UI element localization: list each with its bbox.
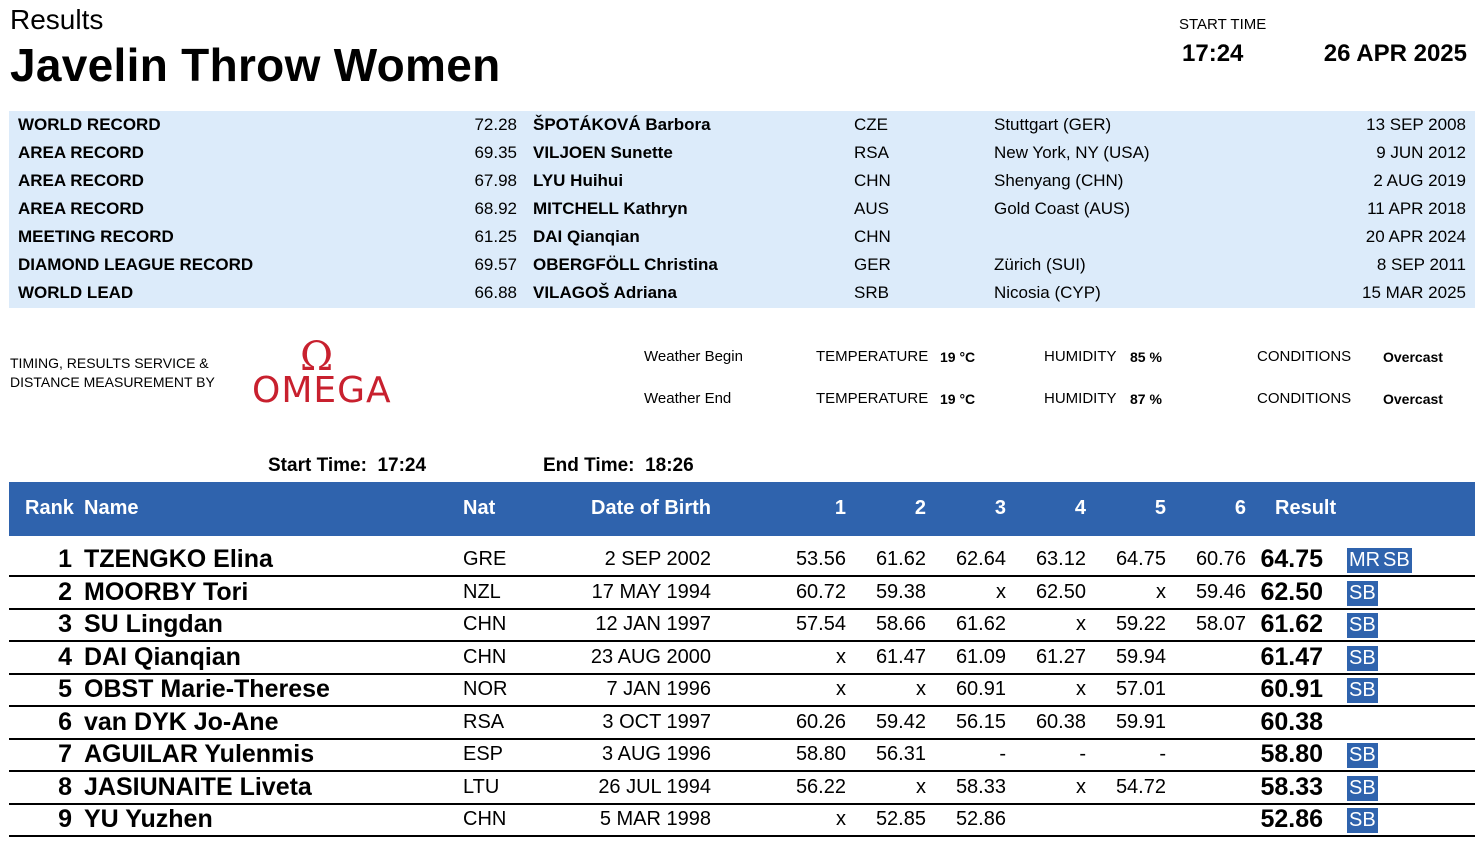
- record-athlete: MITCHELL Kathryn: [533, 199, 688, 218]
- athlete-dob: 3 OCT 1997: [602, 711, 711, 733]
- record-nat: SRB: [854, 283, 889, 302]
- weather-end-temp: 19 °C: [940, 391, 976, 407]
- record-mark: 68.92: [474, 199, 517, 218]
- attempt-1: x: [836, 808, 846, 830]
- record-date: 13 SEP 2008: [1366, 115, 1466, 134]
- attempt-3: 62.64: [955, 548, 1006, 570]
- weather-begin-hum-label: HUMIDITY: [1044, 348, 1117, 365]
- attempt-4: 60.38: [1035, 711, 1086, 733]
- col-attempt-4: 4: [1074, 497, 1086, 519]
- table-row: [9, 673, 1475, 707]
- record-row: [9, 279, 1475, 307]
- attempt-3: x: [996, 581, 1006, 603]
- col-nat: Nat: [463, 497, 496, 519]
- weather-end-temp-label: TEMPERATURE: [816, 390, 929, 407]
- attempt-5: 59.22: [1115, 613, 1166, 635]
- record-athlete: OBERGFÖLL Christina: [533, 255, 718, 274]
- attempt-1: 56.22: [795, 776, 846, 798]
- weather-end-label: Weather End: [644, 390, 732, 407]
- record-badge: SB: [1349, 679, 1376, 701]
- athlete-rank: 8: [58, 773, 72, 801]
- record-nat: RSA: [854, 143, 889, 162]
- athlete-dob: 5 MAR 1998: [599, 808, 711, 830]
- record-name: MEETING RECORD: [18, 227, 174, 246]
- record-badge: SB: [1349, 582, 1376, 604]
- record-badge: SB: [1349, 744, 1376, 766]
- record-badge: SB: [1349, 777, 1376, 799]
- athlete-nat: LTU: [463, 776, 500, 798]
- attempt-5: -: [1159, 743, 1166, 765]
- timing-credit: [10, 354, 240, 392]
- athlete-dob: 3 AUG 1996: [602, 743, 711, 765]
- athlete-name: OBST Marie-Therese: [84, 675, 330, 703]
- session-start: [268, 455, 426, 477]
- col-rank: Rank: [25, 497, 74, 519]
- record-date: 20 APR 2024: [1365, 227, 1466, 246]
- record-venue: Shenyang (CHN): [994, 171, 1124, 190]
- attempt-2: 58.66: [875, 613, 926, 635]
- col-attempt-5: 5: [1154, 497, 1166, 519]
- record-nat: CZE: [854, 115, 888, 134]
- weather-end-cond-label: CONDITIONS: [1257, 390, 1352, 407]
- record-badge: MR: [1349, 549, 1381, 571]
- attempt-6: 58.07: [1195, 613, 1246, 635]
- weather-begin-temp: 19 °C: [940, 349, 976, 365]
- attempt-4: -: [1079, 743, 1086, 765]
- session-end-value: 18:26: [645, 455, 694, 476]
- col-result: Result: [1275, 497, 1337, 519]
- athlete-rank: 4: [58, 643, 72, 671]
- athlete-name: van DYK Jo-Ane: [84, 708, 279, 736]
- attempt-2: 59.38: [875, 581, 926, 603]
- athlete-dob: 7 JAN 1996: [606, 678, 711, 700]
- record-badge: SB: [1349, 614, 1376, 636]
- attempt-1: x: [836, 646, 846, 668]
- attempt-2: 61.47: [875, 646, 926, 668]
- col-dob: Date of Birth: [591, 497, 711, 519]
- table-row: [9, 771, 1475, 805]
- record-venue: Gold Coast (AUS): [994, 199, 1131, 218]
- attempt-3: 61.09: [955, 646, 1006, 668]
- record-date: 15 MAR 2025: [1362, 283, 1466, 302]
- athlete-result: 58.80: [1260, 740, 1323, 768]
- table-row: [9, 543, 1475, 577]
- record-venue: Stuttgart (GER): [994, 115, 1112, 134]
- attempt-5: 54.72: [1115, 776, 1166, 798]
- record-athlete: VILAGOŠ Adriana: [533, 283, 677, 302]
- attempt-5: 57.01: [1115, 678, 1166, 700]
- athlete-dob: 2 SEP 2002: [604, 548, 711, 570]
- athlete-result: 52.86: [1260, 805, 1323, 833]
- start-time-label: START TIME: [1179, 16, 1267, 33]
- attempt-5: 59.91: [1115, 711, 1166, 733]
- weather-begin-label: Weather Begin: [644, 348, 743, 365]
- record-name: WORLD LEAD: [18, 283, 134, 302]
- record-nat: CHN: [854, 171, 891, 190]
- attempt-4: x: [1076, 613, 1086, 635]
- attempt-2: 61.62: [875, 548, 926, 570]
- col-attempt-6: 6: [1234, 497, 1246, 519]
- attempt-6: 59.46: [1195, 581, 1246, 603]
- record-row: [9, 251, 1475, 279]
- page-kicker: Results: [10, 4, 104, 35]
- col-attempt-2: 2: [914, 497, 926, 519]
- record-mark: 69.57: [474, 255, 517, 274]
- record-date: 2 AUG 2019: [1373, 171, 1466, 190]
- athlete-nat: GRE: [463, 548, 507, 570]
- session-end-label: End Time:: [543, 455, 635, 476]
- attempt-3: -: [999, 743, 1006, 765]
- col-name: Name: [84, 497, 139, 519]
- attempt-4: 62.50: [1035, 581, 1086, 603]
- record-venue: Nicosia (CYP): [994, 283, 1101, 302]
- omega-logo-word: OMEGA: [252, 370, 392, 411]
- col-attempt-3: 3: [994, 497, 1006, 519]
- athlete-rank: 7: [58, 740, 72, 768]
- table-row: [9, 803, 1475, 837]
- attempt-2: x: [916, 678, 926, 700]
- record-name: AREA RECORD: [18, 143, 144, 162]
- session-start-value: 17:24: [377, 455, 427, 476]
- attempt-3: 60.91: [955, 678, 1006, 700]
- athlete-dob: 17 MAY 1994: [591, 581, 711, 603]
- record-venue: New York, NY (USA): [994, 143, 1150, 162]
- athlete-rank: 2: [58, 578, 72, 606]
- table-row: [9, 641, 1475, 675]
- omega-logo-symbol: Ω: [300, 334, 334, 380]
- timing-line-2: DISTANCE MEASUREMENT BY: [10, 374, 215, 390]
- record-name: WORLD RECORD: [18, 115, 161, 134]
- record-date: 11 APR 2018: [1367, 199, 1466, 218]
- record-row: [9, 167, 1475, 195]
- athlete-nat: NZL: [463, 581, 501, 603]
- athlete-nat: ESP: [463, 743, 504, 765]
- athlete-rank: 6: [58, 708, 72, 736]
- results-table-header: [9, 482, 1475, 536]
- record-athlete: ŠPOTÁKOVÁ Barbora: [533, 115, 711, 134]
- athlete-rank: 5: [58, 675, 72, 703]
- record-nat: GER: [854, 255, 891, 274]
- athlete-nat: CHN: [463, 646, 507, 668]
- page-title: Javelin Throw Women: [10, 39, 501, 91]
- athlete-rank: 1: [58, 545, 72, 573]
- athlete-name: DAI Qianqian: [84, 643, 241, 671]
- attempt-4: 63.12: [1035, 548, 1086, 570]
- attempt-2: 59.42: [875, 711, 926, 733]
- attempt-5: 64.75: [1115, 548, 1166, 570]
- record-athlete: LYU Huihui: [533, 171, 624, 190]
- timing-line-1: TIMING, RESULTS SERVICE &: [10, 355, 209, 371]
- session-end: [543, 455, 694, 477]
- attempt-3: 61.62: [955, 613, 1006, 635]
- weather-begin-hum: 85 %: [1130, 349, 1162, 365]
- record-name: AREA RECORD: [18, 171, 144, 190]
- record-name: AREA RECORD: [18, 199, 144, 218]
- attempt-2: 56.31: [875, 743, 926, 765]
- attempt-1: 58.80: [795, 743, 846, 765]
- athlete-result: 62.50: [1260, 578, 1323, 606]
- attempt-3: 56.15: [955, 711, 1006, 733]
- session-start-label: Start Time:: [268, 455, 367, 476]
- record-mark: 66.88: [474, 283, 517, 302]
- col-attempt-1: 1: [834, 497, 846, 519]
- record-athlete: VILJOEN Sunette: [533, 143, 673, 162]
- attempt-4: x: [1076, 678, 1086, 700]
- attempt-4: 61.27: [1035, 646, 1086, 668]
- attempt-1: 60.72: [795, 581, 846, 603]
- record-mark: 67.98: [474, 171, 517, 190]
- record-row: [9, 195, 1475, 223]
- record-row: [9, 111, 1475, 139]
- records-panel: [9, 111, 1475, 308]
- attempt-4: x: [1076, 776, 1086, 798]
- table-row: [9, 576, 1475, 610]
- attempt-2: 52.85: [875, 808, 926, 830]
- table-row: [9, 738, 1475, 772]
- record-mark: 69.35: [474, 143, 517, 162]
- record-name: DIAMOND LEAGUE RECORD: [18, 255, 254, 274]
- weather-end-hum-label: HUMIDITY: [1044, 390, 1117, 407]
- athlete-name: MOORBY Tori: [84, 578, 249, 606]
- record-date: 8 SEP 2011: [1376, 255, 1466, 274]
- record-venue: Zürich (SUI): [994, 255, 1086, 274]
- event-date: 26 APR 2025: [1323, 40, 1467, 67]
- athlete-dob: 26 JUL 1994: [598, 776, 711, 798]
- record-badge: SB: [1349, 809, 1376, 831]
- athlete-result: 60.38: [1260, 708, 1323, 736]
- record-badge: SB: [1349, 647, 1376, 669]
- weather-begin-cond-label: CONDITIONS: [1257, 348, 1352, 365]
- record-nat: CHN: [854, 227, 891, 246]
- record-row: [9, 223, 1475, 251]
- athlete-name: YU Yuzhen: [84, 805, 213, 833]
- athlete-name: TZENGKO Elina: [84, 545, 273, 573]
- table-row: [9, 608, 1475, 642]
- athlete-dob: 23 AUG 2000: [590, 646, 711, 668]
- attempt-5: x: [1156, 581, 1166, 603]
- weather-begin-cond: Overcast: [1383, 349, 1443, 365]
- athlete-result: 61.47: [1260, 643, 1323, 671]
- weather-end-hum: 87 %: [1130, 391, 1162, 407]
- attempt-3: 52.86: [955, 808, 1006, 830]
- athlete-rank: 9: [58, 805, 72, 833]
- athlete-result: 60.91: [1260, 675, 1323, 703]
- athlete-result: 58.33: [1260, 773, 1323, 801]
- athlete-dob: 12 JAN 1997: [595, 613, 711, 635]
- attempt-5: 59.94: [1115, 646, 1166, 668]
- record-date: 9 JUN 2012: [1376, 143, 1466, 162]
- attempt-3: 58.33: [955, 776, 1006, 798]
- weather-end-cond: Overcast: [1383, 391, 1443, 407]
- record-mark: 61.25: [474, 227, 517, 246]
- record-nat: AUS: [854, 199, 889, 218]
- athlete-result: 64.75: [1260, 545, 1323, 573]
- record-mark: 72.28: [474, 115, 517, 134]
- athlete-nat: RSA: [463, 711, 505, 733]
- attempt-1: x: [836, 678, 846, 700]
- athlete-name: JASIUNAITE Liveta: [84, 773, 312, 801]
- attempt-6: 60.76: [1195, 548, 1246, 570]
- attempt-1: 60.26: [795, 711, 846, 733]
- record-badge: SB: [1383, 549, 1410, 571]
- attempt-1: 57.54: [795, 613, 846, 635]
- athlete-rank: 3: [58, 610, 72, 638]
- athlete-name: SU Lingdan: [84, 610, 223, 638]
- weather-begin-temp-label: TEMPERATURE: [816, 348, 929, 365]
- athlete-name: AGUILAR Yulenmis: [84, 740, 315, 768]
- athlete-result: 61.62: [1260, 610, 1323, 638]
- attempt-2: x: [916, 776, 926, 798]
- record-row: [9, 139, 1475, 167]
- start-time-value: 17:24: [1182, 40, 1244, 67]
- table-row: [9, 706, 1475, 740]
- athlete-nat: NOR: [463, 678, 508, 700]
- attempt-1: 53.56: [795, 548, 846, 570]
- athlete-nat: CHN: [463, 613, 507, 635]
- record-athlete: DAI Qianqian: [533, 227, 640, 246]
- athlete-nat: CHN: [463, 808, 507, 830]
